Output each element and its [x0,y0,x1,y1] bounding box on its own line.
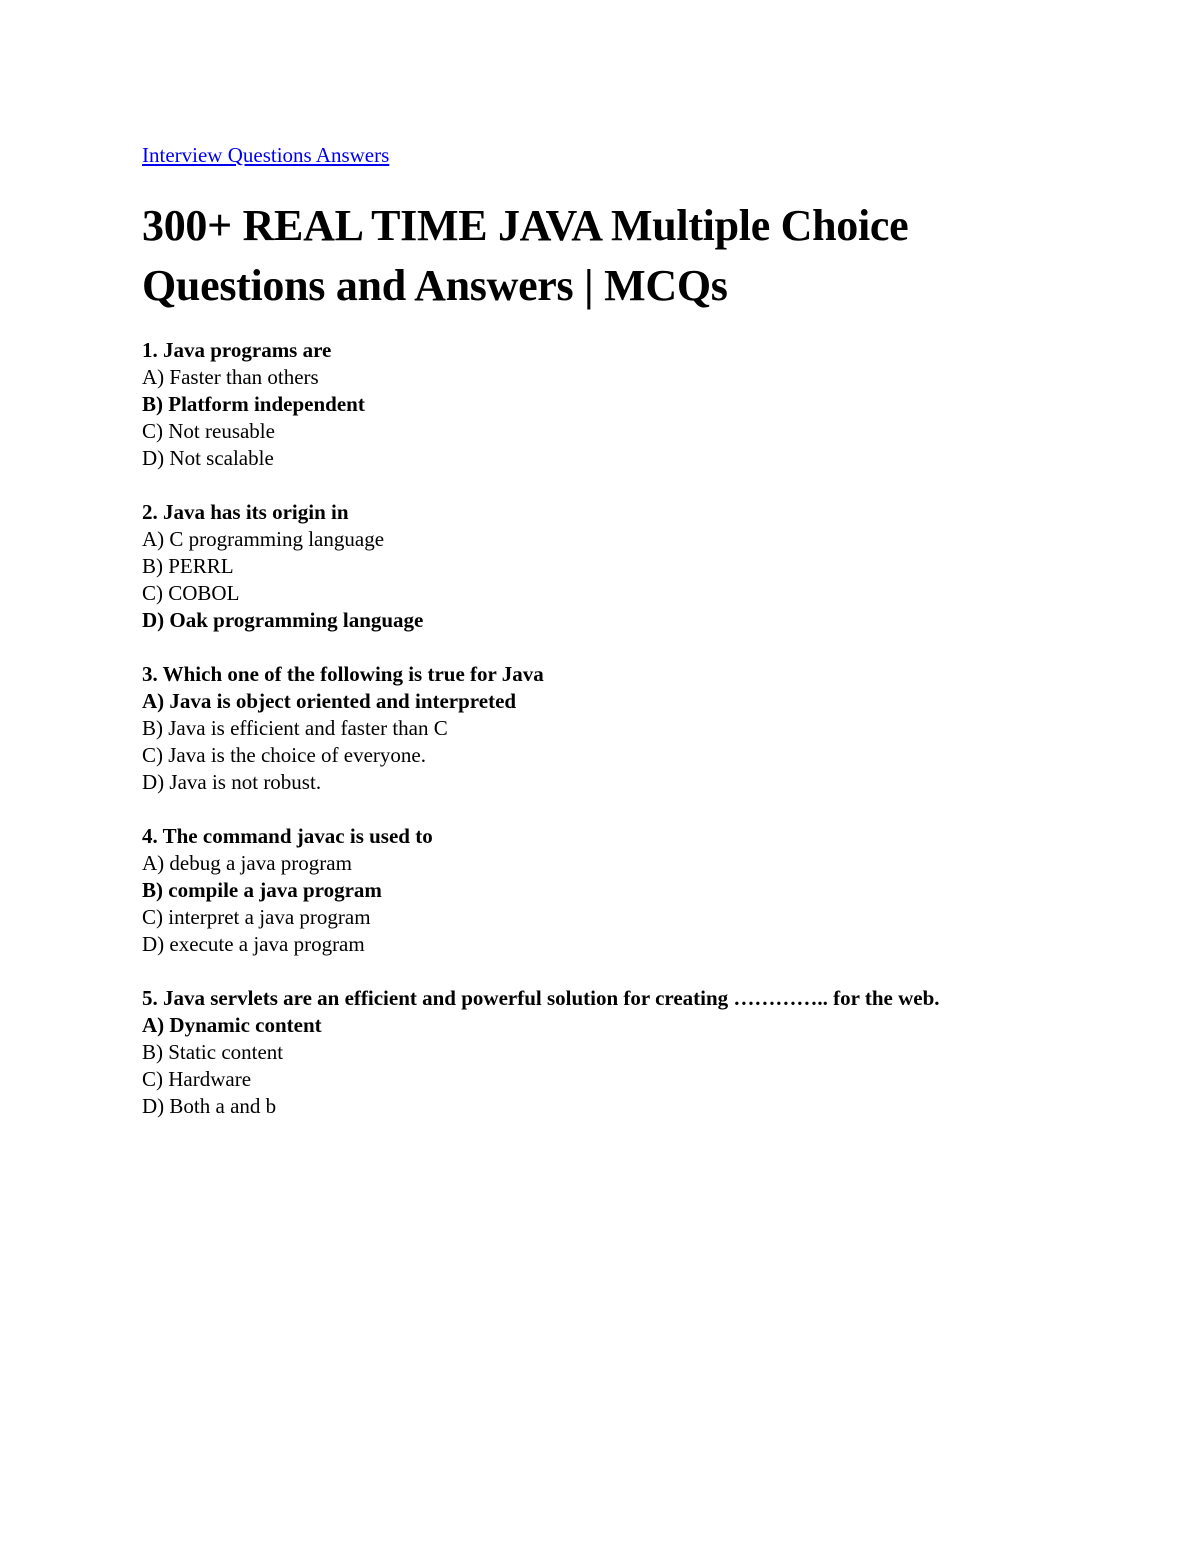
answer-option: C) interpret a java program [142,905,371,929]
answer-option: B) PERRL [142,554,234,578]
document-page [142,141,1142,1147]
answer-option: C) Java is the choice of everyone. [142,743,426,767]
answer-option: D) Java is not robust. [142,770,322,794]
answer-option: A) C programming language [142,527,385,551]
answer-option: C) Not reusable [142,419,275,443]
answer-option: C) Hardware [142,1067,252,1091]
question-item [142,337,1142,472]
question-item [142,499,1142,634]
correct-answer-option: B) Platform independent [142,392,365,416]
interview-questions-link[interactable]: Interview Questions Answers [142,143,390,167]
answer-option: D) execute a java program [142,932,365,956]
question-text: 2. Java has its origin in [142,500,349,524]
question-text: 3. Which one of the following is true for Java [142,662,544,686]
answer-option: C) COBOL [142,581,240,605]
page-title [142,196,1142,316]
answer-option: B) Java is efficient and faster than C [142,716,448,740]
correct-answer-option: A) Dynamic content [142,1013,322,1037]
page-title-line-1: 300+ REAL TIME JAVA Multiple Choice [142,201,909,250]
correct-answer-option: B) compile a java program [142,878,382,902]
question-item [142,985,1142,1120]
answer-option: B) Static content [142,1040,284,1064]
question-text: 1. Java programs are [142,338,332,362]
question-text: 4. The command javac is used to [142,824,433,848]
question-item [142,823,1142,958]
question-item [142,661,1142,796]
question-list [142,337,1142,1120]
answer-option: D) Not scalable [142,446,274,470]
answer-option: A) debug a java program [142,851,352,875]
answer-option: D) Both a and b [142,1094,277,1118]
question-text: 5. Java servlets are an efficient and powerful solution for creating ………….. for the web. [142,986,940,1010]
correct-answer-option: A) Java is object oriented and interpreted [142,689,517,713]
answer-option: A) Faster than others [142,365,319,389]
page-title-line-2: Questions and Answers | MCQs [142,261,728,310]
correct-answer-option: D) Oak programming language [142,608,424,632]
